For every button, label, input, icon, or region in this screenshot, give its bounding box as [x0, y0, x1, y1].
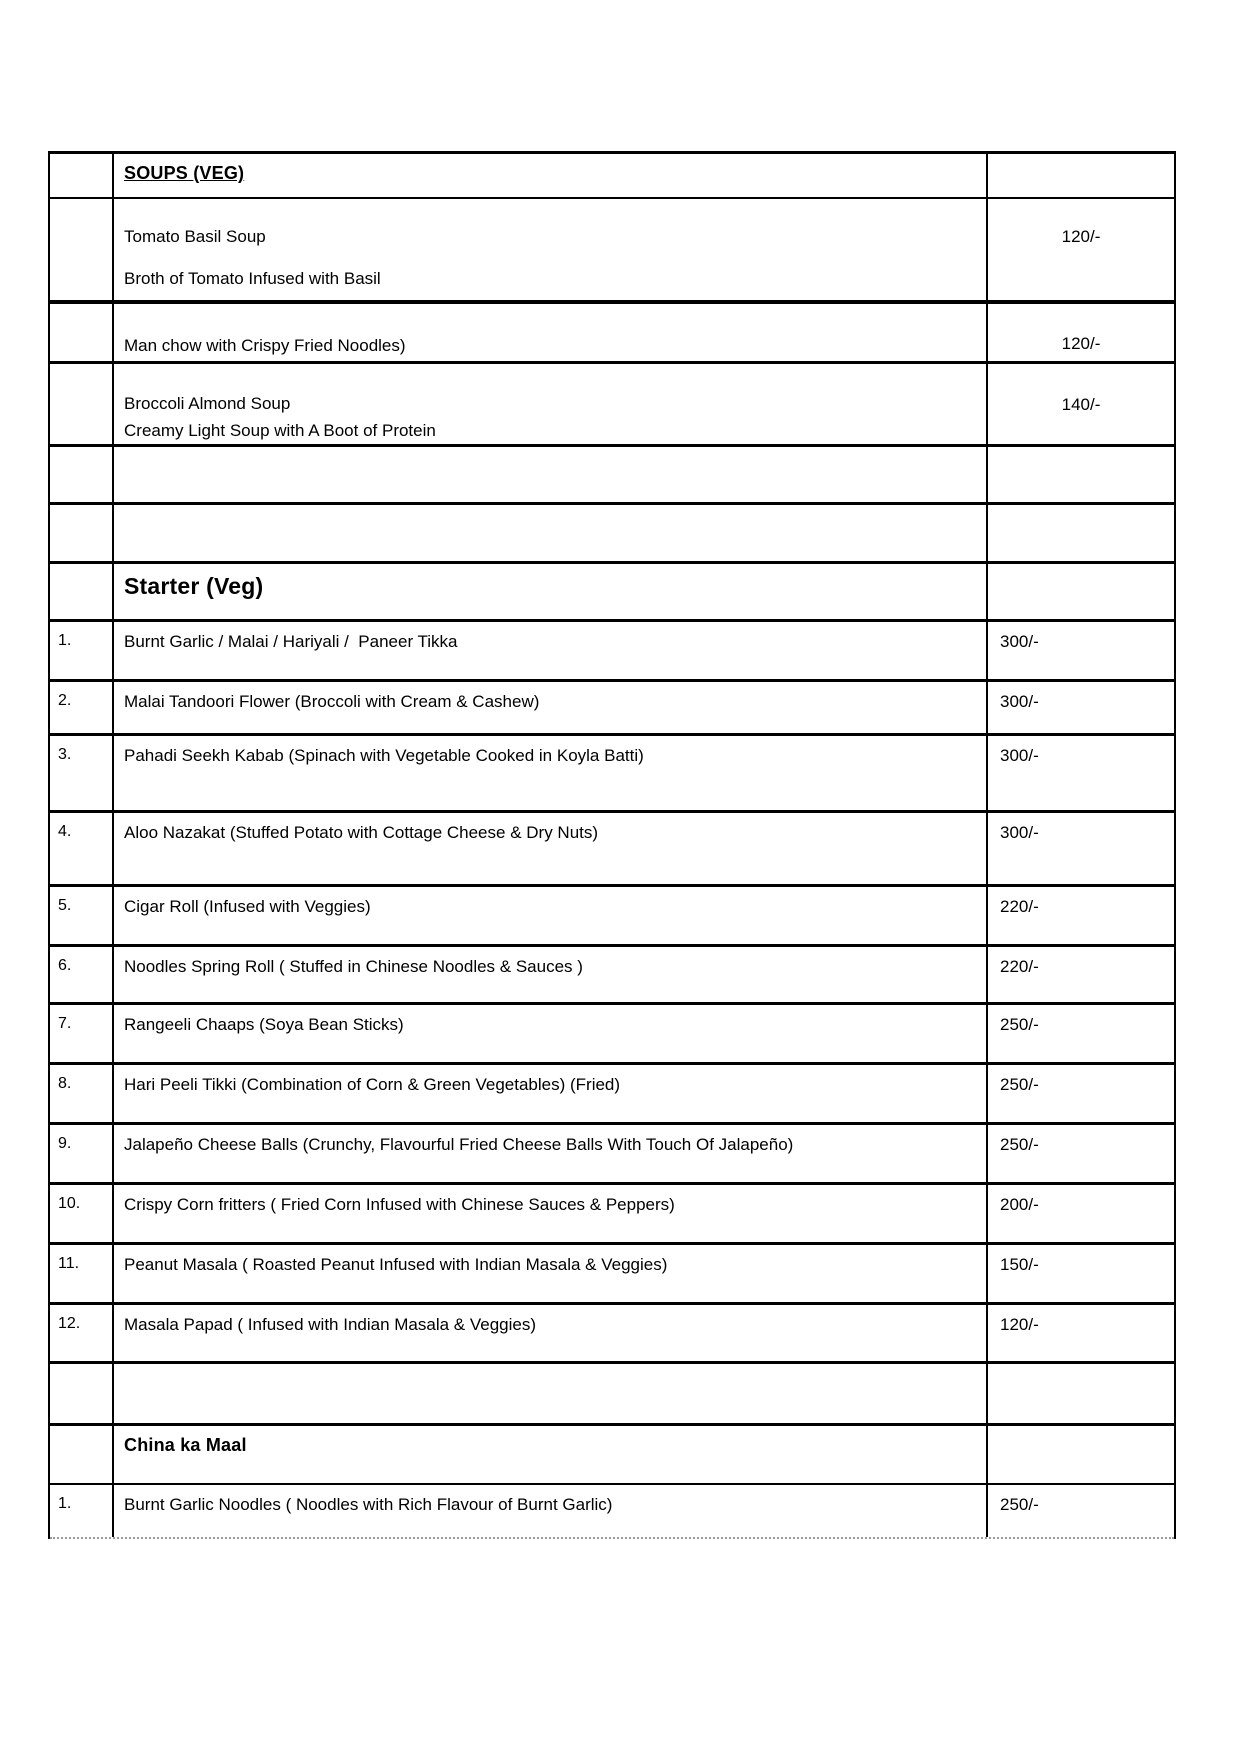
item-cell [114, 154, 988, 197]
item-number: 1. [58, 1495, 72, 1512]
price-cell [988, 736, 1174, 810]
number-cell [50, 813, 114, 884]
item-cell [114, 682, 988, 733]
item-cell [114, 447, 988, 502]
menu-item-row [50, 199, 1174, 304]
number-cell [50, 1005, 114, 1062]
menu-item-row [50, 813, 1174, 887]
item-price: 300/- [1000, 692, 1039, 711]
price-cell [988, 887, 1174, 944]
section-title-soups: SOUPS (VEG) [124, 163, 245, 183]
item-cell [114, 622, 988, 679]
item-number: 4. [58, 823, 72, 840]
item-name: Jalapeño Cheese Balls (Crunchy, Flavourful Fried Cheese Balls With Touch Of Jalapeño) [124, 1135, 794, 1154]
number-cell [50, 304, 114, 361]
item-cell [114, 1426, 988, 1483]
empty-row [50, 1364, 1174, 1426]
number-cell [50, 564, 114, 619]
item-name: Masala Papad ( Infused with Indian Masala & Veggies) [124, 1315, 537, 1334]
item-number: 3. [58, 746, 72, 763]
section-title-china: China ka Maal [124, 1435, 247, 1455]
menu-item-row [50, 1065, 1174, 1125]
menu-item-row [50, 682, 1174, 736]
section-title-starter: Starter (Veg) [124, 573, 264, 599]
price-cell [988, 1065, 1174, 1122]
item-number: 12. [58, 1315, 81, 1332]
item-price: 220/- [1000, 897, 1039, 916]
item-number: 7. [58, 1015, 72, 1032]
price-cell [988, 622, 1174, 679]
item-name: Broccoli Almond Soup [124, 394, 291, 413]
number-cell [50, 1364, 114, 1423]
empty-row [50, 505, 1174, 564]
number-cell [50, 1426, 114, 1483]
section-header-row-soups [50, 154, 1174, 199]
item-cell [114, 364, 988, 444]
number-cell [50, 154, 114, 197]
item-name: Tomato Basil Soup [124, 227, 266, 246]
item-price: 250/- [1000, 1075, 1039, 1094]
price-cell [988, 364, 1174, 444]
price-cell [988, 505, 1174, 561]
price-cell [988, 1245, 1174, 1302]
menu-item-row [50, 1005, 1174, 1065]
item-cell [114, 199, 988, 300]
item-number: 1. [58, 632, 72, 649]
menu-item-row [50, 1485, 1174, 1539]
price-cell [988, 947, 1174, 1002]
number-cell [50, 1125, 114, 1182]
item-cell [114, 813, 988, 884]
item-cell [114, 1305, 988, 1361]
item-name: Aloo Nazakat (Stuffed Potato with Cottage Cheese & Dry Nuts) [124, 823, 599, 842]
menu-item-row [50, 1245, 1174, 1305]
item-price: 120/- [1061, 227, 1101, 246]
item-price: 300/- [1000, 632, 1039, 651]
menu-item-row [50, 304, 1174, 364]
price-cell [988, 199, 1174, 300]
price-cell [988, 1005, 1174, 1062]
section-header-row-china [50, 1426, 1174, 1485]
number-cell [50, 364, 114, 444]
menu-item-row [50, 622, 1174, 682]
price-cell [988, 304, 1174, 361]
item-name: Rangeeli Chaaps (Soya Bean Sticks) [124, 1015, 404, 1034]
item-name: Man chow with Crispy Fried Noodles) [124, 336, 406, 355]
item-number: 9. [58, 1135, 72, 1152]
number-cell [50, 736, 114, 810]
item-name: Malai Tandoori Flower (Broccoli with Cream & Cashew) [124, 692, 540, 711]
item-cell [114, 736, 988, 810]
item-cell [114, 304, 988, 361]
price-cell [988, 564, 1174, 619]
item-price: 120/- [1000, 1315, 1039, 1334]
item-number: 10. [58, 1195, 81, 1212]
price-cell [988, 447, 1174, 502]
item-name: Pahadi Seekh Kabab (Spinach with Vegetable Cooked in Koyla Batti) [124, 746, 644, 765]
item-description: Creamy Light Soup with A Boot of Protein [124, 421, 436, 440]
number-cell [50, 1185, 114, 1242]
item-price: 220/- [1000, 957, 1039, 976]
item-cell [114, 1364, 988, 1423]
section-header-row-starter [50, 564, 1174, 622]
price-cell [988, 1125, 1174, 1182]
item-cell [114, 1065, 988, 1122]
item-price: 140/- [1061, 395, 1101, 414]
number-cell [50, 1305, 114, 1361]
menu-item-row [50, 887, 1174, 947]
number-cell [50, 1245, 114, 1302]
item-number: 11. [58, 1255, 80, 1272]
menu-item-row [50, 736, 1174, 813]
item-price: 250/- [1000, 1015, 1039, 1034]
menu-item-row [50, 364, 1174, 447]
item-name: Cigar Roll (Infused with Veggies) [124, 897, 371, 916]
item-cell [114, 1185, 988, 1242]
price-cell [988, 1185, 1174, 1242]
number-cell [50, 505, 114, 561]
item-price: 150/- [1000, 1255, 1039, 1274]
item-name: Noodles Spring Roll ( Stuffed in Chinese Noodles & Sauces ) [124, 957, 583, 976]
item-number: 6. [58, 957, 72, 974]
number-cell [50, 622, 114, 679]
number-cell [50, 887, 114, 944]
empty-row [50, 447, 1174, 505]
number-cell [50, 947, 114, 1002]
item-number: 8. [58, 1075, 72, 1092]
item-name: Hari Peeli Tikki (Combination of Corn & Green Vegetables) (Fried) [124, 1075, 621, 1094]
price-cell [988, 1364, 1174, 1423]
item-price: 300/- [1000, 746, 1039, 765]
item-description: Broth of Tomato Infused with Basil [124, 269, 381, 288]
menu-item-row [50, 947, 1174, 1005]
item-cell [114, 887, 988, 944]
item-price: 120/- [1061, 334, 1101, 353]
number-cell [50, 682, 114, 733]
menu-item-row [50, 1125, 1174, 1185]
item-number: 2. [58, 692, 72, 709]
item-price: 250/- [1000, 1135, 1039, 1154]
number-cell [50, 1065, 114, 1122]
item-cell [114, 1245, 988, 1302]
menu-item-row [50, 1305, 1174, 1364]
item-cell [114, 505, 988, 561]
item-cell [114, 564, 988, 619]
item-cell [114, 1125, 988, 1182]
item-cell [114, 947, 988, 1002]
item-cell [114, 1485, 988, 1537]
item-name: Crispy Corn fritters ( Fried Corn Infused with Chinese Sauces & Peppers) [124, 1195, 675, 1214]
number-cell [50, 447, 114, 502]
item-number: 5. [58, 897, 72, 914]
item-name: Burnt Garlic / Malai / Hariyali / Paneer Tikka [124, 632, 458, 651]
price-cell [988, 813, 1174, 884]
item-cell [114, 1005, 988, 1062]
item-price: 300/- [1000, 823, 1039, 842]
item-name: Burnt Garlic Noodles ( Noodles with Rich Flavour of Burnt Garlic) [124, 1495, 613, 1514]
menu-table [48, 151, 1176, 1539]
item-price: 200/- [1000, 1195, 1039, 1214]
price-cell [988, 1485, 1174, 1537]
price-cell [988, 1426, 1174, 1483]
number-cell [50, 1485, 114, 1537]
menu-item-row [50, 1185, 1174, 1245]
price-cell [988, 682, 1174, 733]
price-cell [988, 1305, 1174, 1361]
price-cell [988, 154, 1174, 197]
item-name: Peanut Masala ( Roasted Peanut Infused with Indian Masala & Veggies) [124, 1255, 668, 1274]
item-price: 250/- [1000, 1495, 1039, 1514]
number-cell [50, 199, 114, 300]
